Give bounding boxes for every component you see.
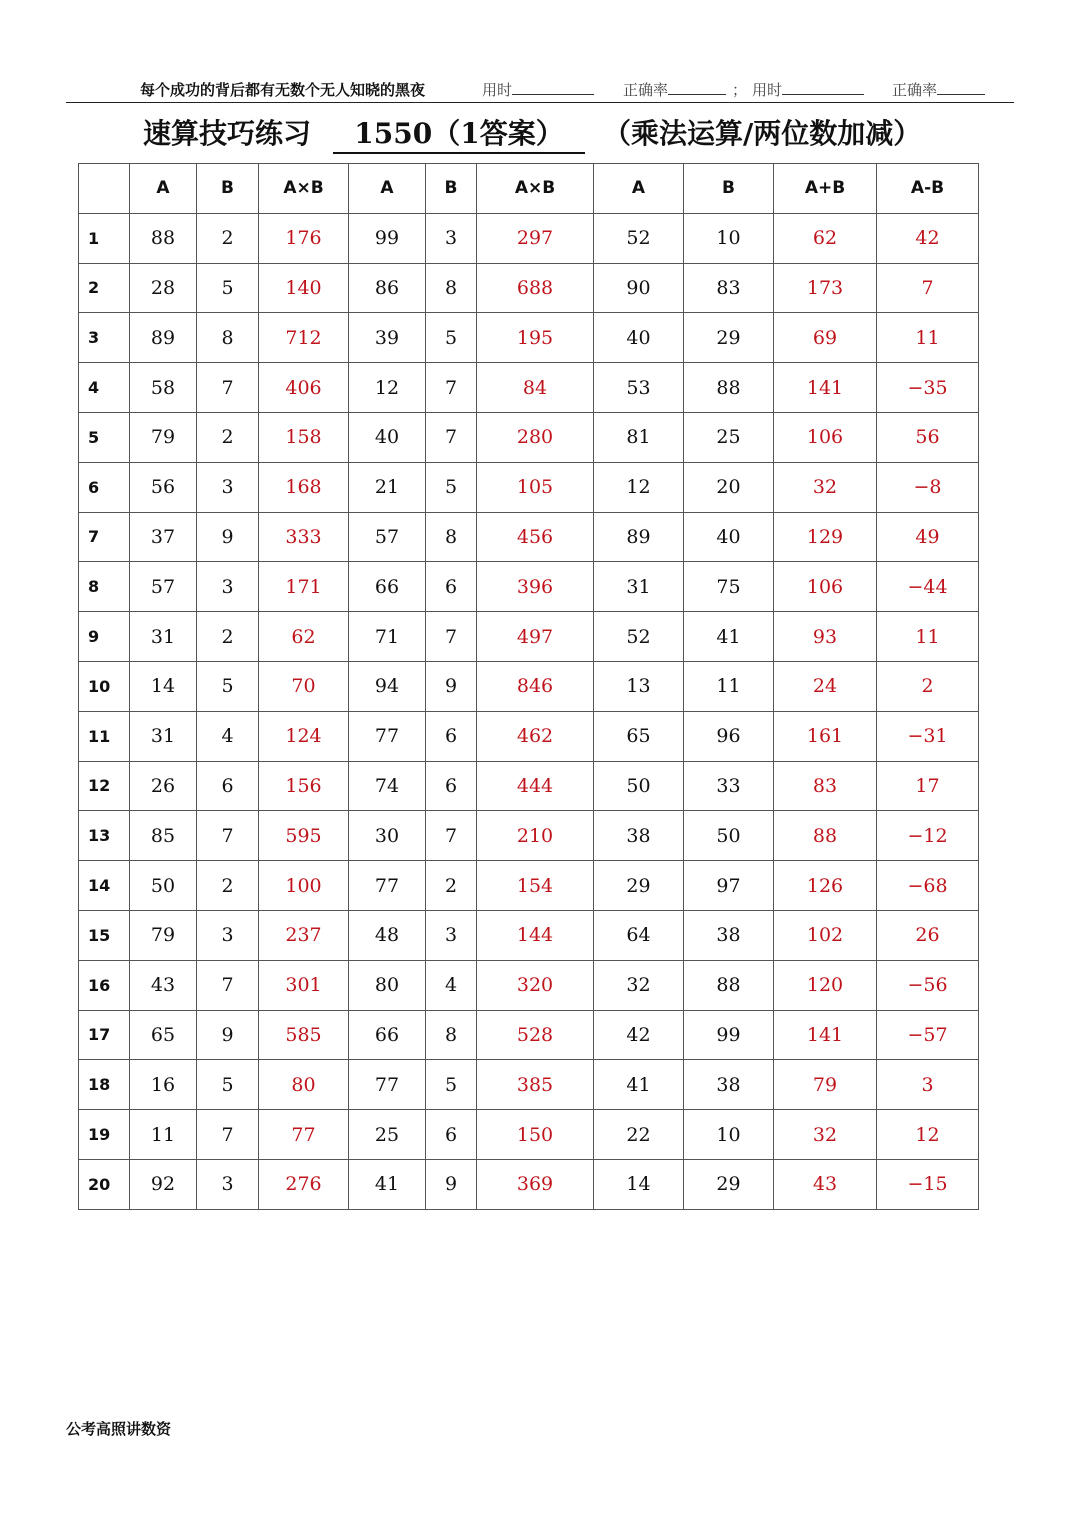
a-value: 14 (594, 1159, 684, 1209)
a-value: 40 (594, 313, 684, 363)
sum-answer: 43 (774, 1159, 877, 1209)
a-value: 66 (349, 1010, 426, 1060)
row-index: 14 (79, 861, 130, 911)
row-index: 11 (79, 711, 130, 761)
a-value: 89 (594, 512, 684, 562)
a-value: 31 (130, 711, 197, 761)
diff-answer: −12 (877, 811, 979, 861)
a-value: 48 (349, 910, 426, 960)
b-value: 8 (426, 512, 477, 562)
product-answer: 688 (477, 263, 594, 313)
time-field-1 (482, 79, 594, 100)
diff-answer: 12 (877, 1110, 979, 1160)
b-value: 8 (426, 1010, 477, 1060)
b-value: 3 (426, 213, 477, 263)
title-subtitle: （乘法运算/两位数加减） (603, 117, 922, 150)
sum-answer: 161 (774, 711, 877, 761)
b-value: 20 (684, 462, 774, 512)
diff-answer: −8 (877, 462, 979, 512)
diff-answer: −56 (877, 960, 979, 1010)
b-value: 8 (197, 313, 259, 363)
product-answer: 210 (477, 811, 594, 861)
table-row (79, 1060, 979, 1110)
a-value: 31 (594, 562, 684, 612)
b-value: 6 (426, 761, 477, 811)
b-value: 3 (197, 1159, 259, 1209)
row-index: 10 (79, 661, 130, 711)
a-value: 65 (594, 711, 684, 761)
b-value: 40 (684, 512, 774, 562)
a-value: 77 (349, 861, 426, 911)
b-value: 7 (197, 363, 259, 413)
product-answer: 195 (477, 313, 594, 363)
a-header: A (349, 164, 426, 214)
b-value: 38 (684, 1060, 774, 1110)
sum-answer: 141 (774, 1010, 877, 1060)
b-value: 96 (684, 711, 774, 761)
product-answer: 396 (477, 562, 594, 612)
sum-answer: 173 (774, 263, 877, 313)
table-row (79, 910, 979, 960)
a-value: 57 (349, 512, 426, 562)
table-row (79, 412, 979, 462)
a-value: 16 (130, 1060, 197, 1110)
b-value: 10 (684, 213, 774, 263)
sum-answer: 88 (774, 811, 877, 861)
product-answer: 385 (477, 1060, 594, 1110)
diff-answer: −44 (877, 562, 979, 612)
a-value: 53 (594, 363, 684, 413)
page-title (0, 110, 1080, 154)
a-value: 80 (349, 960, 426, 1010)
motto-text: 每个成功的背后都有无数个无人知晓的黑夜 (140, 81, 426, 99)
b-header: B (426, 164, 477, 214)
product-answer: 712 (259, 313, 349, 363)
b-value: 5 (426, 462, 477, 512)
product-answer: 456 (477, 512, 594, 562)
b-value: 83 (684, 263, 774, 313)
a-value: 65 (130, 1010, 197, 1060)
a-value: 39 (349, 313, 426, 363)
a-value: 12 (594, 462, 684, 512)
a-value: 12 (349, 363, 426, 413)
product-answer: 333 (259, 512, 349, 562)
product-answer: 84 (477, 363, 594, 413)
row-index: 15 (79, 910, 130, 960)
diff-answer: 3 (877, 1060, 979, 1110)
b-value: 6 (197, 761, 259, 811)
b-header: B (684, 164, 774, 214)
product-answer: 70 (259, 661, 349, 711)
diff-answer: −15 (877, 1159, 979, 1209)
title-main: 速算技巧练习 (143, 117, 312, 150)
a-value: 30 (349, 811, 426, 861)
accuracy-blank-2[interactable] (937, 80, 985, 95)
product-answer: 406 (259, 363, 349, 413)
row-index: 16 (79, 960, 130, 1010)
product-answer: 176 (259, 213, 349, 263)
b-value: 99 (684, 1010, 774, 1060)
product-answer: 156 (259, 761, 349, 811)
diff-answer: 17 (877, 761, 979, 811)
a-value: 77 (349, 1060, 426, 1110)
b-value: 7 (426, 412, 477, 462)
b-value: 9 (426, 661, 477, 711)
a-value: 79 (130, 910, 197, 960)
a-value: 25 (349, 1110, 426, 1160)
product-answer: 320 (477, 960, 594, 1010)
b-value: 7 (197, 811, 259, 861)
table-row (79, 512, 979, 562)
a-value: 92 (130, 1159, 197, 1209)
table-row (79, 1159, 979, 1209)
row-index: 18 (79, 1060, 130, 1110)
b-value: 2 (197, 412, 259, 462)
b-value: 9 (197, 1010, 259, 1060)
diff-answer: 42 (877, 213, 979, 263)
product-answer: 105 (477, 462, 594, 512)
table-header-row (79, 164, 979, 214)
time-blank-1[interactable] (512, 80, 594, 95)
product-answer: 444 (477, 761, 594, 811)
table-row (79, 263, 979, 313)
sum-answer: 79 (774, 1060, 877, 1110)
row-index: 1 (79, 213, 130, 263)
row-index: 3 (79, 313, 130, 363)
sum-answer: 62 (774, 213, 877, 263)
product-answer: 528 (477, 1010, 594, 1060)
sum-answer: 83 (774, 761, 877, 811)
time-blank-2[interactable] (782, 80, 864, 95)
b-value: 75 (684, 562, 774, 612)
b-value: 50 (684, 811, 774, 861)
time-label-2: 用时 (752, 81, 783, 99)
diff-header: A-B (877, 164, 979, 214)
product-answer: 158 (259, 412, 349, 462)
a-value: 74 (349, 761, 426, 811)
b-value: 7 (197, 960, 259, 1010)
a-value: 85 (130, 811, 197, 861)
diff-answer: 11 (877, 313, 979, 363)
product-answer: 144 (477, 910, 594, 960)
b-value: 2 (197, 861, 259, 911)
a-value: 89 (130, 313, 197, 363)
b-value: 6 (426, 1110, 477, 1160)
a-value: 66 (349, 562, 426, 612)
table-row (79, 462, 979, 512)
product-answer: 301 (259, 960, 349, 1010)
a-value: 40 (349, 412, 426, 462)
row-index: 2 (79, 263, 130, 313)
b-value: 3 (197, 910, 259, 960)
a-value: 26 (130, 761, 197, 811)
a-value: 29 (594, 861, 684, 911)
diff-answer: 7 (877, 263, 979, 313)
product-answer: 171 (259, 562, 349, 612)
product-header: A×B (477, 164, 594, 214)
table-row (79, 811, 979, 861)
b-value: 11 (684, 661, 774, 711)
a-value: 32 (594, 960, 684, 1010)
row-index: 5 (79, 412, 130, 462)
a-value: 52 (594, 612, 684, 662)
b-value: 2 (197, 213, 259, 263)
b-value: 88 (684, 960, 774, 1010)
footer-text: 公考高照讲数资 (66, 1420, 172, 1438)
table-row (79, 661, 979, 711)
table-row (79, 313, 979, 363)
row-index: 19 (79, 1110, 130, 1160)
table-row (79, 612, 979, 662)
a-value: 41 (594, 1060, 684, 1110)
row-index: 12 (79, 761, 130, 811)
b-value: 38 (684, 910, 774, 960)
product-answer: 585 (259, 1010, 349, 1060)
b-value: 9 (426, 1159, 477, 1209)
b-value: 8 (426, 263, 477, 313)
table-row (79, 1010, 979, 1060)
product-answer: 150 (477, 1110, 594, 1160)
product-answer: 276 (259, 1159, 349, 1209)
product-answer: 595 (259, 811, 349, 861)
b-value: 3 (197, 562, 259, 612)
time-label-1: 用时 (482, 81, 513, 99)
sum-answer: 69 (774, 313, 877, 363)
b-value: 7 (426, 811, 477, 861)
accuracy-label-2: 正确率 (892, 81, 938, 99)
b-value: 7 (426, 612, 477, 662)
product-answer: 77 (259, 1110, 349, 1160)
a-value: 14 (130, 661, 197, 711)
a-value: 81 (594, 412, 684, 462)
a-header: A (594, 164, 684, 214)
a-value: 88 (130, 213, 197, 263)
a-value: 21 (349, 462, 426, 512)
accuracy-label-1: 正确率 (623, 81, 669, 99)
b-value: 88 (684, 363, 774, 413)
b-value: 6 (426, 562, 477, 612)
table-body (79, 213, 979, 1209)
diff-answer: 56 (877, 412, 979, 462)
table-row (79, 960, 979, 1010)
b-value: 4 (426, 960, 477, 1010)
a-value: 99 (349, 213, 426, 263)
title-number: 1550（1答案） (333, 112, 585, 154)
diff-answer: −57 (877, 1010, 979, 1060)
sum-answer: 126 (774, 861, 877, 911)
table-row (79, 1110, 979, 1160)
sum-answer: 129 (774, 512, 877, 562)
sum-answer: 32 (774, 1110, 877, 1160)
b-value: 3 (426, 910, 477, 960)
b-value: 10 (684, 1110, 774, 1160)
b-value: 9 (197, 512, 259, 562)
b-header: B (197, 164, 259, 214)
a-value: 58 (130, 363, 197, 413)
row-index: 20 (79, 1159, 130, 1209)
sum-answer: 102 (774, 910, 877, 960)
product-answer: 846 (477, 661, 594, 711)
a-value: 77 (349, 711, 426, 761)
a-value: 50 (130, 861, 197, 911)
row-index: 17 (79, 1010, 130, 1060)
product-answer: 140 (259, 263, 349, 313)
sum-answer: 106 (774, 562, 877, 612)
product-answer: 168 (259, 462, 349, 512)
product-answer: 154 (477, 861, 594, 911)
product-answer: 237 (259, 910, 349, 960)
table-row (79, 562, 979, 612)
a-value: 52 (594, 213, 684, 263)
diff-answer: −68 (877, 861, 979, 911)
a-value: 64 (594, 910, 684, 960)
product-header: A×B (259, 164, 349, 214)
b-value: 97 (684, 861, 774, 911)
b-value: 5 (426, 1060, 477, 1110)
a-value: 13 (594, 661, 684, 711)
table-row (79, 711, 979, 761)
row-index: 9 (79, 612, 130, 662)
product-answer: 497 (477, 612, 594, 662)
exercise-table (78, 163, 979, 1210)
row-index: 6 (79, 462, 130, 512)
a-value: 42 (594, 1010, 684, 1060)
header-bar (66, 76, 1014, 103)
b-value: 2 (197, 612, 259, 662)
table-row (79, 761, 979, 811)
a-value: 79 (130, 412, 197, 462)
product-answer: 462 (477, 711, 594, 761)
diff-answer: 11 (877, 612, 979, 662)
product-answer: 100 (259, 861, 349, 911)
a-value: 57 (130, 562, 197, 612)
b-value: 25 (684, 412, 774, 462)
row-index: 8 (79, 562, 130, 612)
row-index: 7 (79, 512, 130, 562)
diff-answer: 49 (877, 512, 979, 562)
b-value: 5 (197, 661, 259, 711)
a-value: 86 (349, 263, 426, 313)
b-value: 2 (426, 861, 477, 911)
b-value: 5 (197, 263, 259, 313)
a-value: 41 (349, 1159, 426, 1209)
table-row (79, 363, 979, 413)
diff-answer: 2 (877, 661, 979, 711)
product-answer: 280 (477, 412, 594, 462)
a-value: 28 (130, 263, 197, 313)
separator: ； (732, 81, 748, 99)
accuracy-field-1 (623, 79, 726, 100)
product-answer: 297 (477, 213, 594, 263)
product-answer: 62 (259, 612, 349, 662)
diff-answer: −35 (877, 363, 979, 413)
sum-header: A+B (774, 164, 877, 214)
sum-answer: 141 (774, 363, 877, 413)
a-value: 71 (349, 612, 426, 662)
accuracy-field-2 (892, 79, 985, 100)
a-value: 90 (594, 263, 684, 313)
table-row (79, 213, 979, 263)
diff-answer: −31 (877, 711, 979, 761)
b-value: 7 (197, 1110, 259, 1160)
b-value: 29 (684, 1159, 774, 1209)
b-value: 4 (197, 711, 259, 761)
accuracy-blank-1[interactable] (668, 80, 726, 95)
b-value: 7 (426, 363, 477, 413)
table-row (79, 861, 979, 911)
product-answer: 124 (259, 711, 349, 761)
sum-answer: 93 (774, 612, 877, 662)
sum-answer: 120 (774, 960, 877, 1010)
time-field-2 (752, 79, 864, 100)
a-value: 31 (130, 612, 197, 662)
product-answer: 80 (259, 1060, 349, 1110)
a-value: 43 (130, 960, 197, 1010)
a-value: 94 (349, 661, 426, 711)
b-value: 3 (197, 462, 259, 512)
sum-answer: 24 (774, 661, 877, 711)
sum-answer: 106 (774, 412, 877, 462)
b-value: 6 (426, 711, 477, 761)
a-value: 50 (594, 761, 684, 811)
b-value: 5 (197, 1060, 259, 1110)
a-header: A (130, 164, 197, 214)
row-index: 4 (79, 363, 130, 413)
b-value: 29 (684, 313, 774, 363)
row-index: 13 (79, 811, 130, 861)
a-value: 56 (130, 462, 197, 512)
diff-answer: 26 (877, 910, 979, 960)
a-value: 37 (130, 512, 197, 562)
b-value: 5 (426, 313, 477, 363)
a-value: 22 (594, 1110, 684, 1160)
b-value: 41 (684, 612, 774, 662)
sum-answer: 32 (774, 462, 877, 512)
b-value: 33 (684, 761, 774, 811)
a-value: 38 (594, 811, 684, 861)
product-answer: 369 (477, 1159, 594, 1209)
index-header (79, 164, 130, 214)
a-value: 11 (130, 1110, 197, 1160)
